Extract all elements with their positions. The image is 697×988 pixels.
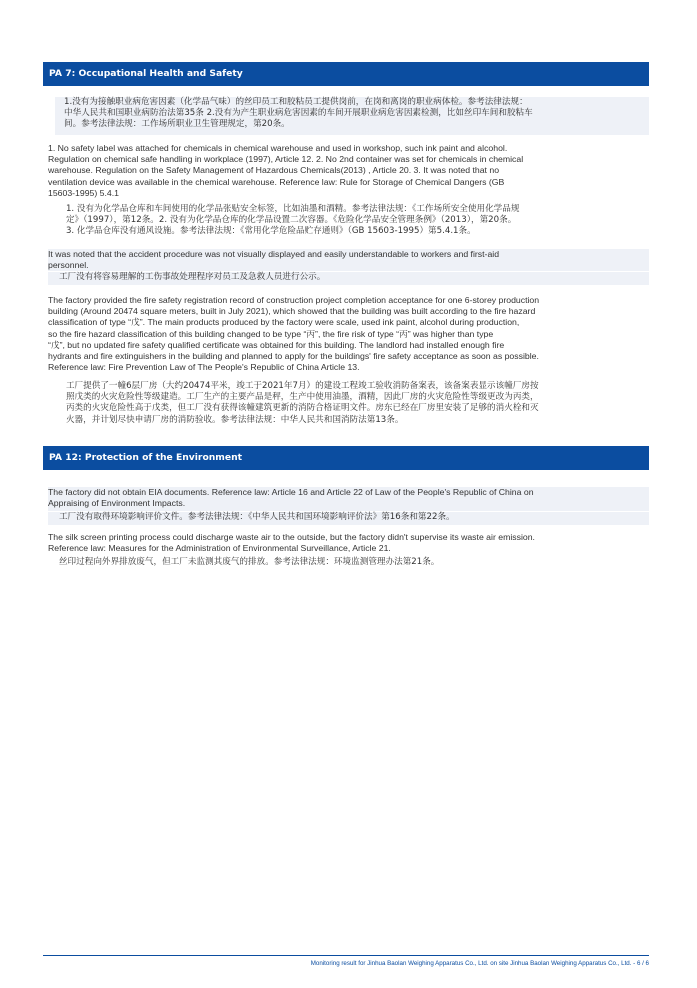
finding-pa12-2-en: The silk screen printing process could discharge waste air to the outside, but the factory didn't supervise its waste air emission. Reference law: Measures for the Administration of Environmental Surveillance, Article 21. [48, 532, 535, 554]
section-header-pa12: PA 12: Protection of the Environment [43, 446, 649, 470]
finding-pa12-1-en: The factory did not obtain EIA documents. Reference law: Article 16 and Article 22 of Law of the People's Republic of China on Appraising of Environment Impacts. [48, 487, 649, 511]
finding-pa7-3-en: It was noted that the accident procedure was not visually displayed and easily understandable to workers and first-aid personnel. [48, 249, 649, 271]
footer-text: Monitoring result for Jinhua Baolan Weighing Apparatus Co., Ltd. on site Jinhua Baolan Weighing Apparatus Co., Ltd. - 6 / 6 [310, 960, 649, 967]
finding-pa12-1-cn: 工厂没有取得环境影响评价文件。参考法律法规：《中华人民共和国环境影响评价法》第16条和第22条。 [48, 512, 649, 525]
section-header-pa7: PA 7: Occupational Health and Safety [43, 62, 649, 86]
finding-pa7-2-en: 1. No safety label was attached for chemicals in chemical warehouse and used in workshop, such ink paint and alcohol. Regulation on chemical safe handling in workplace (1997), Article 12. 2. No 2nd container was set for chemicals in chemical warehouse. Regulation on the Safety Management of Hazardous Chemicals(2013) , Article 20. 3. It was noted that no ventilation device was available in the chemical warehouse. Reference law: Rule for Storage of Chemical Dangers (GB 15603-1995) 5.4.1 [48, 143, 524, 198]
finding-pa7-1-cn: 1.没有为接触职业病危害因素（化学品气味）的丝印员工和胶粘员工提供岗前，在岗和离岗的职业病体检。参考法律法规： 中华人民共和国职业病防治法第35条 2.没有为产生职业病危害因素的车间开展职业病危害因素检测，比如丝印车间和胶粘车 间。参考法律法规：工作场所职业卫生管理规定，第20条。 [55, 97, 649, 135]
finding-pa7-4-en: The factory provided the fire safety registration record of construction project completion acceptance for one 6-storey production building (Around 20474 square meters, built in July 2021), which showed that the building was built according to the fire hazard classification of type “戊”. The main products produced by the factory were scale, used ink paint, alcohol during production, so the fire hazard classification of this building changed to be type “丙”, the fire risk of type “丙” was higher than type “戊”, but no updated fire safety qualified certificate was obtained for this building. The landlord had installed enough fire hydrants and fire extinguishers in the building and planned to apply for the buildings' fire safety acceptance as soon as possible. Reference law: Fire Prevention Law of The People's Republic of China Article 13. [48, 295, 540, 373]
finding-pa7-2-cn: 1. 没有为化学品仓库和车间使用的化学品张贴安全标签，比如油墨和酒精。参考法律法规：《工作场所安全使用化学品规 定》（1997），第12条。2. 没有为化学品仓库的化学品设置二次容器。《危险化学品安全管理条例》（2013），第20条。 3. 化学品仓库没有通风设施。参考法律法规：《常用化学危险品贮存通则》（GB 15603-1995）第5.4.1条。 [65, 204, 520, 237]
finding-pa7-3-cn: 工厂没有将容易理解的工伤事故处理程序对员工及急救人员进行公示。 [48, 272, 649, 285]
finding-pa7-4-cn: 工厂提供了一幢6层厂房（大约20474平米，竣工于2021年7月）的建设工程竣工验收消防备案表，该备案表显示该幢厂房按 照戊类的火灾危险性等级建造。工厂生产的主要产品是秤，生产中使用油墨，酒精，因此厂房的火灾危险性等级更改为丙类， 丙类的火灾危险性高于戊类，但工厂没有获得该幢建筑更新的消防合格证明文件。房东已经在厂房里安装了足够的消火栓和灭 火器，并计划尽快申请厂房的消防验收。参考法律法规：中华人民共和国消防法第13条。 [65, 381, 539, 425]
finding-pa12-2-cn: 丝印过程向外界排放废气，但工厂未监测其废气的排放。参考法律法规：环境监测管理办法第21条。 [48, 557, 440, 567]
footer-divider [43, 955, 649, 956]
